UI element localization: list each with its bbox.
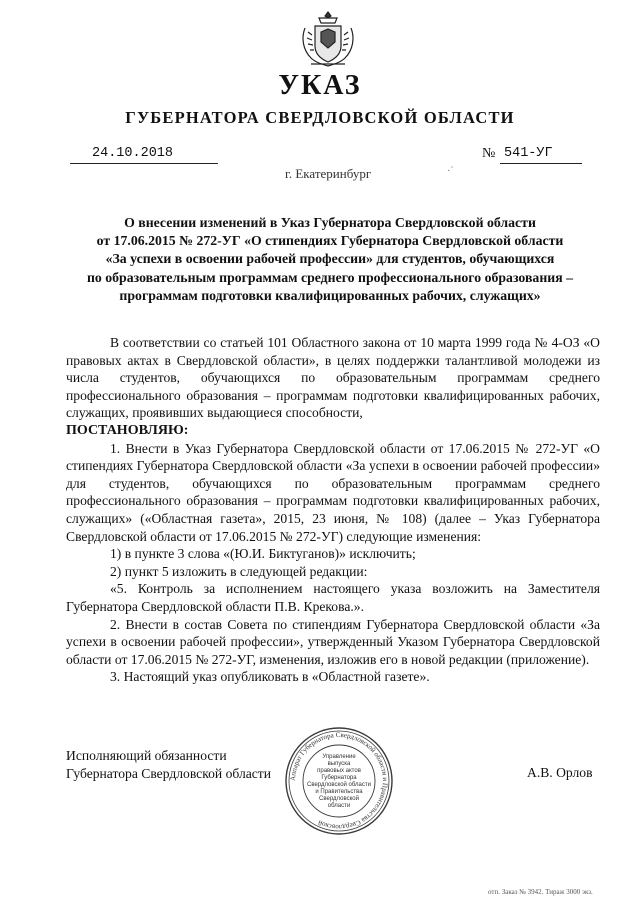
number-underline	[500, 163, 582, 164]
heading-line: программам подготовки квалифицированных рабочих, служащих»	[119, 287, 541, 303]
heading-line: по образовательным программам среднего профессионального образования –	[86, 269, 574, 285]
svg-text:правовых актов: правовых актов	[317, 768, 361, 774]
item-1-quote: «5. Контроль за исполнением настоящего указа возложить на Заместителя Губернатора Свердловской области П.В. Крекова.».	[66, 581, 600, 614]
svg-text:Аппарат Губернатора Свердловск: Аппарат Губернатора Свердловской области и Правительства Свердловской	[288, 730, 390, 832]
city-label: г. Екатеринбург	[285, 166, 372, 181]
position-line-2: Губернатора Свердловской области	[66, 766, 272, 781]
official-stamp	[283, 725, 395, 837]
decree-body	[66, 334, 600, 686]
decree-number: 541-УГ	[504, 146, 553, 161]
item-2: 2. Внести в состав Совета по стипендиям Губернатора Свердловской области «За успехи в освоении рабочей профессии», утвержденный Указом Губернатора Свердловской области от 17.06.2015 № 272-УГ, изменения, изложив его в новой редакции (приложение).	[66, 616, 600, 667]
decree-number-label: №	[482, 146, 496, 161]
coat-of-arms-emblem	[297, 8, 359, 70]
print-footer: отп. Заказ № 3942. Тираж 3000 экз.	[488, 888, 593, 896]
svg-text:Свердловской: Свердловской	[319, 796, 359, 802]
heading-line: «За успехи в освоении рабочей профессии» для студентов, обучающихся	[105, 251, 555, 267]
heading-line: от 17.06.2015 № 272-УГ «О стипендиях Губернатора Свердловской области	[96, 233, 564, 249]
decree-heading	[40, 214, 620, 305]
pen-mark: ·´	[447, 166, 454, 177]
svg-text:Свердловской области: Свердловской области	[306, 782, 372, 788]
document-title: УКАЗ	[278, 70, 362, 101]
decree-date: 24.10.2018	[92, 146, 174, 161]
signatory-name: А.В. Орлов	[527, 765, 593, 780]
decree-word: ПОСТАНОВЛЯЮ:	[66, 422, 189, 438]
signatory-position	[66, 747, 271, 783]
item-3: 3. Настоящий указ опубликовать в «Областной газете».	[110, 669, 430, 685]
intro-paragraph: В соответствии со статьей 101 Областного закона от 10 марта 1999 года № 4-ОЗ «О правовых актах в Свердловской области», в целях поддержки талантливой молодежи из числа студентов, обучающихся по образовательным программам среднего профессионального образования – программам подготовки квалифицированных рабочих, служащих, проявивших выдающиеся способности,	[66, 335, 600, 421]
svg-text:Губернатора: Губернатора	[321, 775, 357, 781]
svg-text:Управление: Управление	[322, 754, 356, 760]
item-1-sub-2: 2) пункт 5 изложить в следующей редакции:	[110, 563, 368, 579]
svg-text:области: области	[327, 803, 351, 809]
position-line-1: Исполняющий обязанности	[66, 748, 227, 763]
item-1: 1. Внести в Указ Губернатора Свердловской области от 17.06.2015 № 272-УГ «О стипендиях Губернатора Свердловской области «За успехи в освоении рабочей профессии» для студентов, обучающихся по образовательным программам среднего профессионального образования – программам подготовки квалифицированных рабочих, служащих» («Областная газета», 2015, 23 июня, № 108) (далее – Указ Губернатора Свердловской области от 17.06.2015 № 272-УГ) следующие изменения:	[66, 440, 600, 544]
heading-line: О внесении изменений в Указ Губернатора Свердловской области	[124, 215, 536, 230]
svg-text:выпуска: выпуска	[327, 761, 351, 767]
svg-text:и Правительства: и Правительства	[315, 789, 363, 795]
document-subtitle: ГУБЕРНАТОРА СВЕРДЛОВСКОЙ ОБЛАСТИ	[125, 108, 515, 127]
date-underline	[70, 163, 218, 164]
item-1-sub-1: 1) в пункте 3 слова «(Ю.И. Биктуганов)» исключить;	[110, 546, 416, 562]
